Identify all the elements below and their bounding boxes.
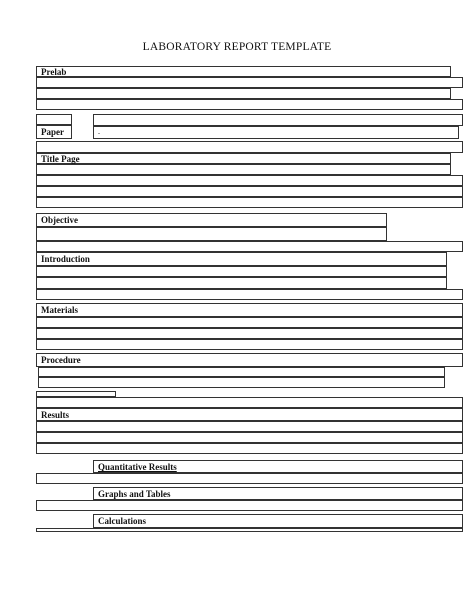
procedure-row-4[interactable] [36, 397, 463, 408]
introduction-row-3[interactable] [36, 277, 447, 289]
title-page-row-4[interactable] [36, 186, 463, 197]
materials-row-2[interactable] [36, 317, 463, 328]
calculations-field[interactable] [93, 514, 463, 528]
materials-row-4[interactable] [36, 339, 463, 350]
graphs-and-tables-row[interactable] [36, 500, 463, 511]
objective-row-2[interactable] [36, 227, 387, 241]
introduction-label: Introduction [41, 254, 90, 264]
materials-row-1[interactable] [36, 303, 463, 317]
title-page-label: Title Page [41, 154, 80, 164]
introduction-row-2[interactable] [36, 266, 447, 277]
procedure-row-3[interactable] [38, 377, 445, 388]
prelab-row-4[interactable] [36, 99, 463, 110]
paper-field[interactable] [93, 126, 459, 139]
objective-label: Objective [41, 215, 78, 225]
objective-row-3[interactable] [36, 241, 463, 252]
title-page-row-3[interactable] [36, 175, 463, 186]
procedure-row-2[interactable] [38, 367, 445, 377]
results-row-3[interactable] [36, 432, 463, 443]
graphs-and-tables-label: Graphs and Tables [98, 489, 171, 499]
results-row-4[interactable] [36, 443, 463, 454]
paper-cell-top[interactable] [36, 114, 72, 125]
objective-row-1[interactable] [36, 213, 387, 227]
procedure-label: Procedure [41, 355, 81, 365]
title-page-row-1[interactable] [36, 153, 451, 164]
introduction-row-4[interactable] [36, 289, 463, 300]
title-page-row-0[interactable] [36, 141, 463, 153]
quantitative-results-row[interactable] [36, 473, 463, 484]
results-label: Results [41, 410, 70, 420]
prelab-row-2[interactable] [36, 77, 463, 88]
materials-label: Materials [41, 305, 78, 315]
prelab-row-1[interactable] [36, 66, 451, 77]
paper-field-mark: . [98, 127, 100, 136]
paper-field-top[interactable] [93, 114, 463, 126]
prelab-row-3[interactable] [36, 88, 451, 99]
introduction-row-1[interactable] [36, 252, 447, 266]
materials-row-3[interactable] [36, 328, 463, 339]
paper-label: Paper [41, 127, 64, 137]
calculations-label: Calculations [98, 516, 147, 526]
title-page-row-5[interactable] [36, 197, 463, 208]
title-page-row-2[interactable] [36, 164, 451, 175]
procedure-row-1[interactable] [36, 353, 463, 367]
calculations-row[interactable] [36, 528, 463, 532]
results-row-1[interactable] [36, 408, 463, 421]
results-row-2[interactable] [36, 421, 463, 432]
page-title: LABORATORY REPORT TEMPLATE [142, 41, 332, 53]
prelab-label: Prelab [41, 67, 67, 77]
quantitative-results-label: Quantitative Results [98, 462, 177, 472]
